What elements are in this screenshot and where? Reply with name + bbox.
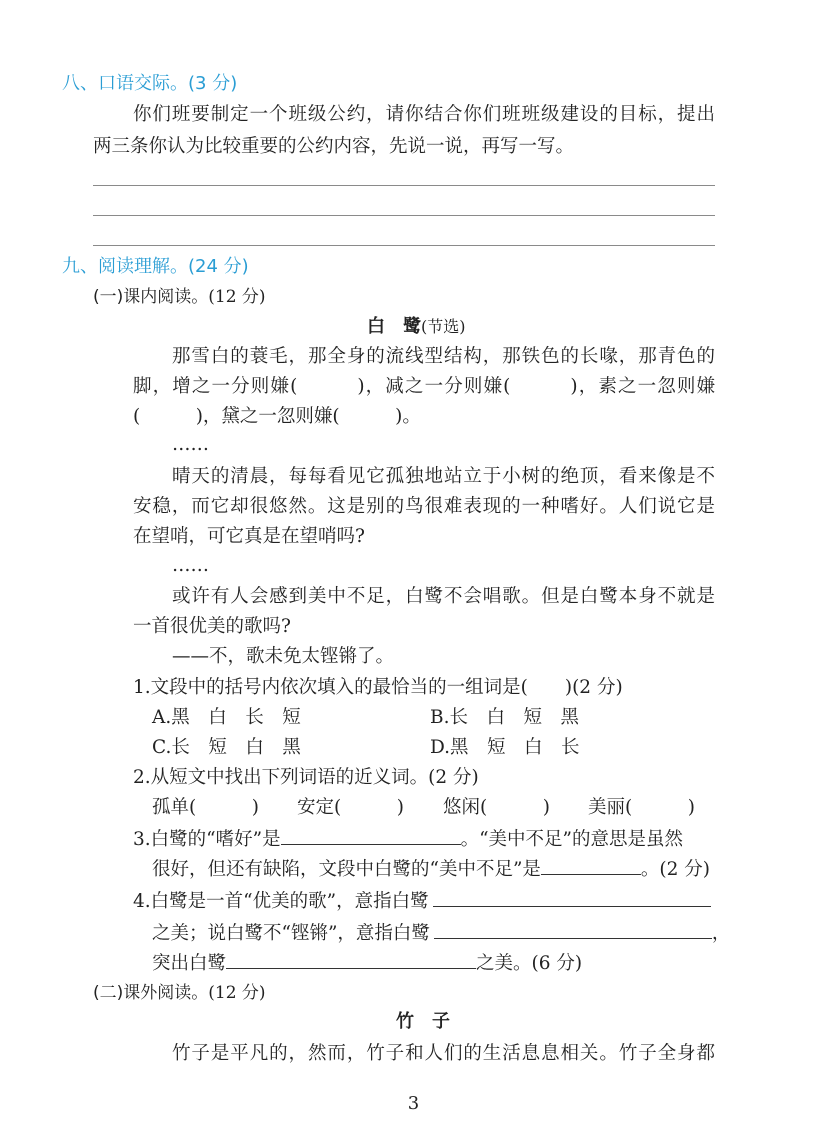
question-1: 1.文段中的括号内依次填入的最恰当的一组词是( )(2 分) [133,677,623,698]
passage-2-title: 竹 子 [396,1011,450,1032]
q3-text: 3.白鹭的“嗜好”是 [133,829,281,850]
question-4-cont [152,950,582,976]
q4-text: 之美；说白鹭不“铿锵”，意指白鹭 [152,923,430,944]
q4-text: 4.白鹭是一首“优美的歌”，意指白鹭 [133,891,429,912]
answer-line[interactable] [93,245,715,246]
section-9-heading: 九、阅读理解。(24 分) [62,256,249,277]
passage-title-text: 白 鹭 [367,316,421,337]
q3-text: 。(2 分) [640,859,711,880]
answer-blank[interactable] [226,950,476,969]
ellipsis: …… [172,434,209,455]
option-d[interactable]: D.黑 短 白 长 [430,737,580,758]
passage-line: 脚，增之一分则嫌( )，减之一分则嫌( )，素之一忽则嫌 [133,376,715,397]
q4-text: 突出白鹭 [152,953,227,974]
part-2-points: (12 分) [208,983,266,1003]
option-c[interactable]: C.长 短 白 黑 [152,737,301,758]
question-2: 2.从短文中找出下列词语的近义词。(2 分) [133,767,479,788]
answer-line[interactable] [93,185,715,186]
passage-line: 那雪白的蓑毛，那全身的流线型结构，那铁色的长喙，那青色的 [172,346,715,367]
word-blank[interactable]: 美丽( ) [588,797,695,818]
answer-blank[interactable] [541,856,641,875]
ellipsis: …… [172,555,209,576]
passage-title-note: (节选) [421,317,466,336]
word-blank[interactable]: 安定( ) [297,797,404,818]
page-number: 3 [407,1093,420,1114]
passage-line: 或许有人会感到美中不足，白鹭不会唱歌。但是白鹭本身不就是 [172,586,715,607]
question-3-cont [152,856,710,882]
passage-title [367,315,466,339]
question-4-cont [152,920,730,946]
section-8-text: 两三条你认为比较重要的公约内容，先说一说，再写一写。 [93,136,575,157]
question-4 [133,888,711,914]
passage-line: ——不，歌未免太铿锵了。 [172,646,395,667]
passage-line: ( )，黛之一忽则嫌( )。 [133,406,421,427]
word-blank[interactable]: 孤单( ) [152,797,259,818]
section-8-heading: 八、口语交际。(3 分) [62,73,238,94]
answer-blank[interactable] [433,888,711,907]
passage-line: 一首很优美的歌吗? [133,616,291,637]
part-1-points: (12 分) [208,287,266,307]
part-1-label: (一)课内阅读。 [93,287,209,307]
q4-text: ， [711,923,731,944]
option-b[interactable]: B.长 白 短 黑 [430,707,579,728]
answer-blank[interactable] [434,920,712,939]
part-2-label: (二)课外阅读。 [93,983,209,1003]
answer-blank[interactable] [281,826,461,845]
option-a[interactable]: A.黑 白 长 短 [152,707,301,728]
question-3 [133,826,683,852]
part-1-heading [93,285,266,309]
passage-2-line: 竹子是平凡的，然而，竹子和人们的生活息息相关。竹子全身都 [172,1043,715,1064]
answer-line[interactable] [93,215,715,216]
part-2-heading [93,981,266,1005]
passage-line: 晴天的清晨，每每看见它孤独地站立于小树的绝顶，看来像是不 [172,466,715,487]
passage-line: 在望哨，可它真是在望哨吗? [133,526,365,547]
passage-line: 安稳，而它却很悠然。这是别的鸟很难表现的一种嗜好。人们说它是 [133,496,715,517]
q3-text: 。“美中不足”的意思是虽然 [460,829,683,850]
q3-text: 很好，但还有缺陷，文段中白鹭的“美中不足”是 [152,859,541,880]
section-8-text: 你们班要制定一个班级公约，请你结合你们班班级建设的目标，提出 [133,104,715,125]
word-blank[interactable]: 悠闲( ) [443,797,550,818]
q4-text: 之美。(6 分) [476,953,583,974]
